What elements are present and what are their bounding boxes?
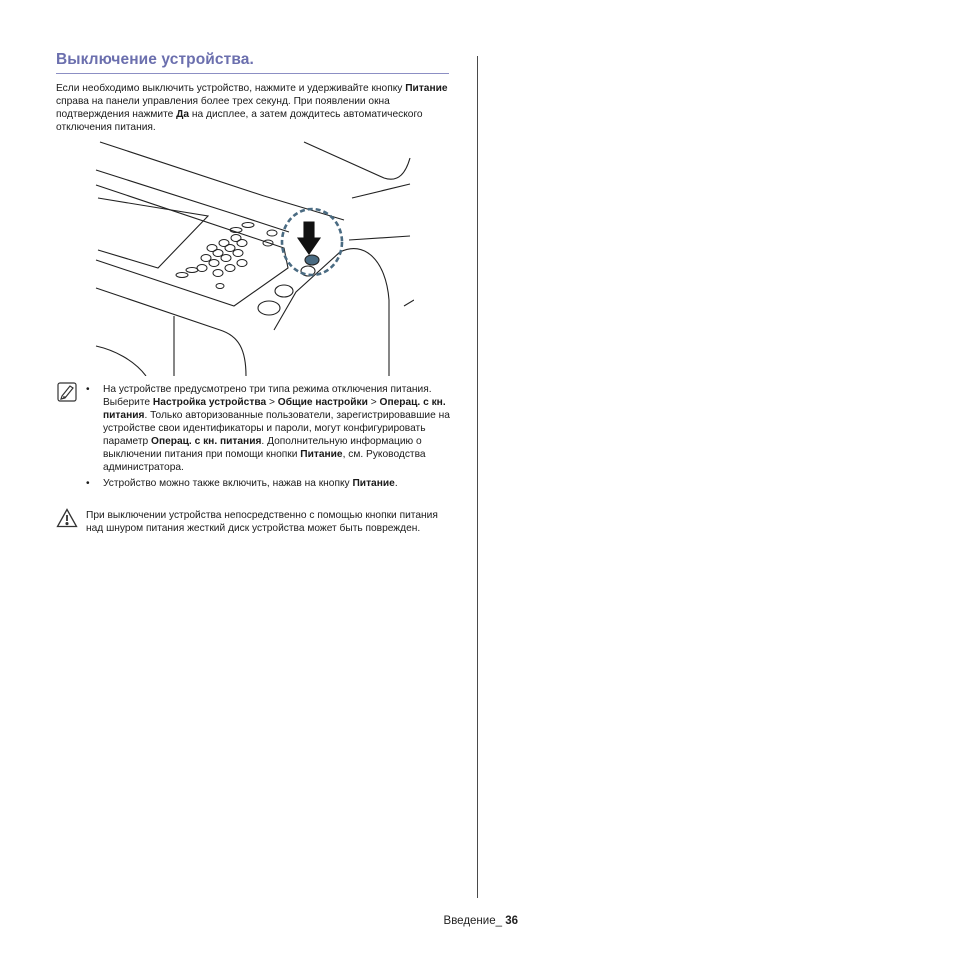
note-pencil-icon [56,381,78,403]
warning-text: При выключении устройства непосредственно с помощью кнопки питания над шнуром питания жесткий диск устройства может быть поврежден. [86,510,438,534]
section-title: Выключение устройства. [56,51,449,74]
intro-paragraph: Если необходимо выключить устройство, нажмите и удерживайте кнопку Питание справа на панели управления более трех секунд. При появлении окна подтверждения нажмите Да на дисплее, а затем дождитесь автоматического отключения питания. [56,83,448,133]
list-item: • На устройстве предусмотрено три типа режима отключения питания. Выберите Настройка устройства > Общие настройки > Операц. с кн. питания. Только авторизованные пользователи, зарегистрировавшие на устройстве свои идентификаторы и пароли, могут конфигурировать параметр Операц. с кн. питания. Дополнительную информацию о выключении питания при помощи кнопки Питание, см. Руководства администратора. [86,384,450,473]
footer-section: Введение_ [443,915,502,927]
page-number: 36 [505,915,518,927]
column-divider [477,56,478,898]
list-item: • Устройство можно также включить, нажав на кнопку Питание. [86,478,398,489]
power-button-label: Питание [405,83,448,94]
printer-control-panel-illustration [94,140,414,376]
yes-button-label: Да [176,108,190,120]
note-list [86,383,456,493]
page-footer [444,915,518,927]
warning-triangle-icon [56,508,78,528]
